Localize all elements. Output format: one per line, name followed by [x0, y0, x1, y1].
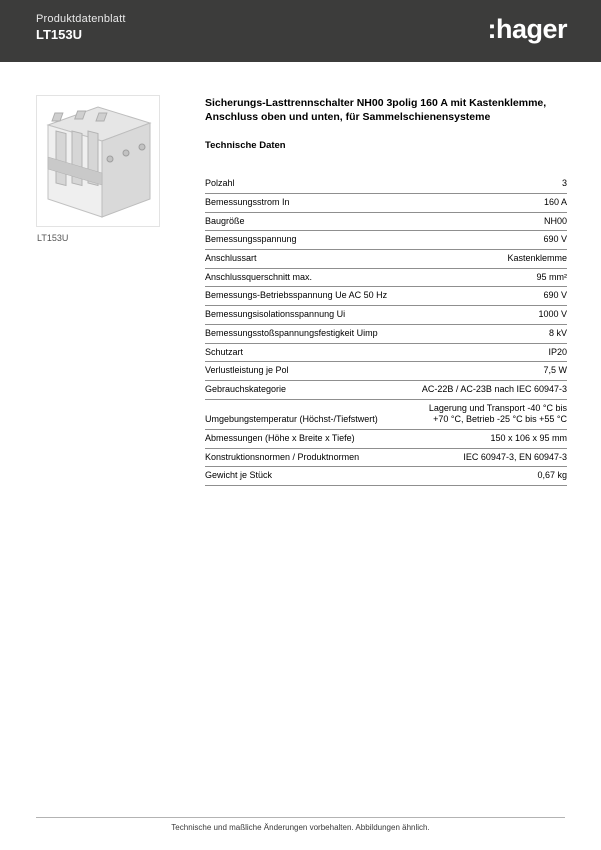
spec-value: IP20: [548, 346, 567, 357]
section-heading: Technische Daten: [205, 140, 286, 152]
spec-value: 8 kV: [548, 327, 567, 338]
spec-row: [205, 381, 567, 400]
spec-value: 690 V: [543, 234, 567, 245]
spec-label: Baugröße: [205, 215, 245, 226]
main-content: [205, 96, 567, 486]
spec-value: NH00: [543, 215, 567, 226]
spec-label: Gebrauchskategorie: [205, 383, 287, 394]
spec-value: 690 V: [543, 290, 567, 301]
spec-value: 7,5 W: [543, 365, 567, 376]
spec-label: Bemessungsisolationsspannung Ui: [205, 309, 346, 320]
spec-row: [205, 344, 567, 363]
spec-value: Lagerung und Transport -40 °C bis +70 °C, Betrieb -25 °C bis +55 °C: [428, 402, 567, 425]
spec-row: [205, 194, 567, 213]
spec-label: Anschlussart: [205, 253, 257, 264]
spec-row: [205, 430, 567, 449]
spec-row: [205, 269, 567, 288]
spec-row: [205, 467, 567, 486]
spec-row: [205, 400, 567, 430]
spec-label: Konstruktionsnormen / Produktnormen: [205, 451, 360, 462]
spec-row: [205, 449, 567, 468]
spec-label: Bemessungsstrom In: [205, 197, 290, 208]
header-bar: [0, 0, 601, 62]
spec-label: Verlustleistung je Pol: [205, 365, 289, 376]
page-footer: [36, 817, 565, 832]
doc-type-label: Produktdatenblatt: [36, 13, 126, 25]
spec-label: Abmessungen (Höhe x Breite x Tiefe): [205, 432, 355, 443]
spec-value: AC-22B / AC-23B nach IEC 60947-3: [421, 383, 567, 394]
spec-row: [205, 325, 567, 344]
spec-row: [205, 287, 567, 306]
spec-row: [205, 306, 567, 325]
product-code: LT153U: [36, 27, 82, 42]
spec-label: Bemessungsstoßspannungsfestigkeit Uimp: [205, 327, 378, 338]
product-image: [36, 95, 160, 227]
hager-logo: :hager: [487, 14, 567, 44]
nh-fuse-switch-illustration: [40, 99, 156, 223]
spec-label: Anschlussquerschnitt max.: [205, 271, 313, 282]
spec-value: 160 A: [543, 197, 567, 208]
spec-value: 1000 V: [538, 309, 567, 320]
spec-value: Kastenklemme: [507, 253, 567, 264]
spec-label: Bemessungsspannung: [205, 234, 297, 245]
spec-value: 95 mm²: [536, 271, 567, 282]
technische-daten-table: [205, 175, 567, 486]
product-title: Sicherungs-Lasttrennschalter NH00 3polig 160 A mit Kastenklemme, Anschluss oben und unten, für Sammelschienensysteme: [205, 97, 547, 124]
spec-row: [205, 175, 567, 194]
spec-value: IEC 60947-3, EN 60947-3: [463, 451, 567, 462]
spec-label: Bemessungs-Betriebsspannung Ue AC 50 Hz: [205, 290, 388, 301]
header-text: [36, 13, 126, 42]
spec-label: Umgebungstemperatur (Höchst-/Tiefstwert): [205, 414, 378, 425]
footer-note: Technische und maßliche Änderungen vorbehalten. Abbildungen ähnlich.: [171, 823, 430, 832]
spec-label: Gewicht je Stück: [205, 470, 273, 481]
spec-value: 150 x 106 x 95 mm: [490, 432, 567, 443]
spec-value: 3: [561, 178, 567, 189]
spec-row: [205, 362, 567, 381]
spec-row: [205, 231, 567, 250]
spec-row: [205, 213, 567, 232]
spec-row: [205, 250, 567, 269]
spec-label: Schutzart: [205, 346, 244, 357]
spec-label: Polzahl: [205, 178, 235, 189]
spec-value: 0,67 kg: [537, 470, 567, 481]
image-caption: LT153U: [37, 233, 69, 243]
